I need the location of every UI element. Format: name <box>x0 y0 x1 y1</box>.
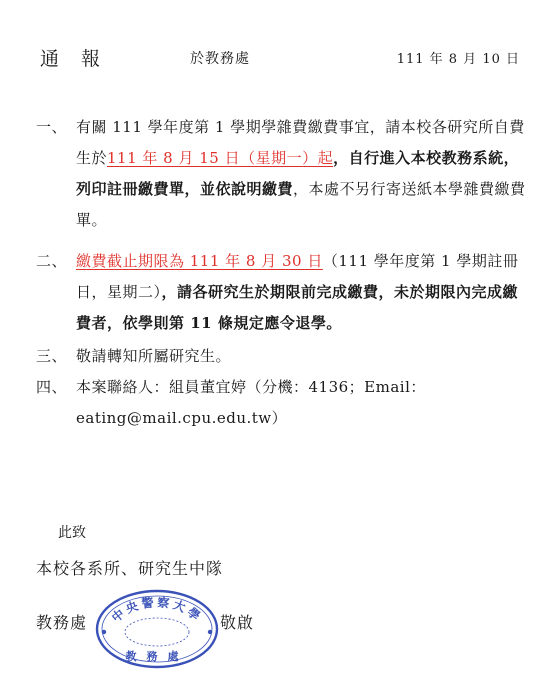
official-seal-icon <box>92 584 222 670</box>
item-segment-bold: ，請各研究生於期限前完成繳費，未於期限內完成繳費者，依學則第 11 條規定應令退學。 <box>76 283 519 332</box>
item-segment: 敬請轉知所屬研究生。 <box>76 347 232 365</box>
item-number: 四、 <box>36 378 68 396</box>
item-number: 三、 <box>36 347 68 365</box>
notice-items <box>36 112 526 434</box>
item-segment: 有關 111 學年度第 1 學期學雜費繳費事宜，請本校各研究所自費生於 <box>76 118 525 167</box>
item-text <box>76 372 526 434</box>
sender-signature <box>36 595 266 684</box>
notice-item-2 <box>36 246 526 339</box>
document-header <box>40 44 520 68</box>
seal-top-text: 中央警察大學 <box>109 595 205 626</box>
item-number: 一、 <box>36 118 68 136</box>
item-text <box>76 112 526 236</box>
issuing-office: 於教務處 <box>190 51 250 67</box>
sender-office: 教務處 <box>36 613 88 632</box>
item-segment: 本案聯絡人：組員董宜婷（分機：4136；Email：eating@mail.cpu.edu.tw） <box>76 378 426 427</box>
item-number: 二、 <box>36 252 68 270</box>
sender-closing: 敬啟 <box>220 613 255 632</box>
seal-bottom-text: 教務處 <box>125 650 189 663</box>
item-segment: ，本處不另行寄送紙本學雜費繳費單。 <box>76 180 526 229</box>
document-title: 通報 <box>40 48 123 70</box>
item-segment-highlight: 111 年 8 月 15 日（星期一）起 <box>107 149 334 167</box>
item-text <box>76 341 526 372</box>
recipient-line: 本校各系所、研究生中隊 <box>36 559 224 578</box>
item-segment-bold: ，自行進入本校教務系統，列印註冊繳費單，並依說明繳費 <box>76 149 520 198</box>
item-segment: （111 學年度第 1 學期註冊日，星期二） <box>76 252 519 301</box>
item-segment-highlight: 繳費截止期限為 111 年 8 月 30 日 <box>76 252 323 270</box>
notice-item-3 <box>36 341 526 372</box>
closing-phrase: 此致 <box>58 525 86 541</box>
item-text <box>76 246 526 339</box>
notice-item-4 <box>36 372 526 434</box>
notice-item-1 <box>36 112 526 236</box>
issue-date: 111 年 8 月 10 日 <box>396 52 520 67</box>
